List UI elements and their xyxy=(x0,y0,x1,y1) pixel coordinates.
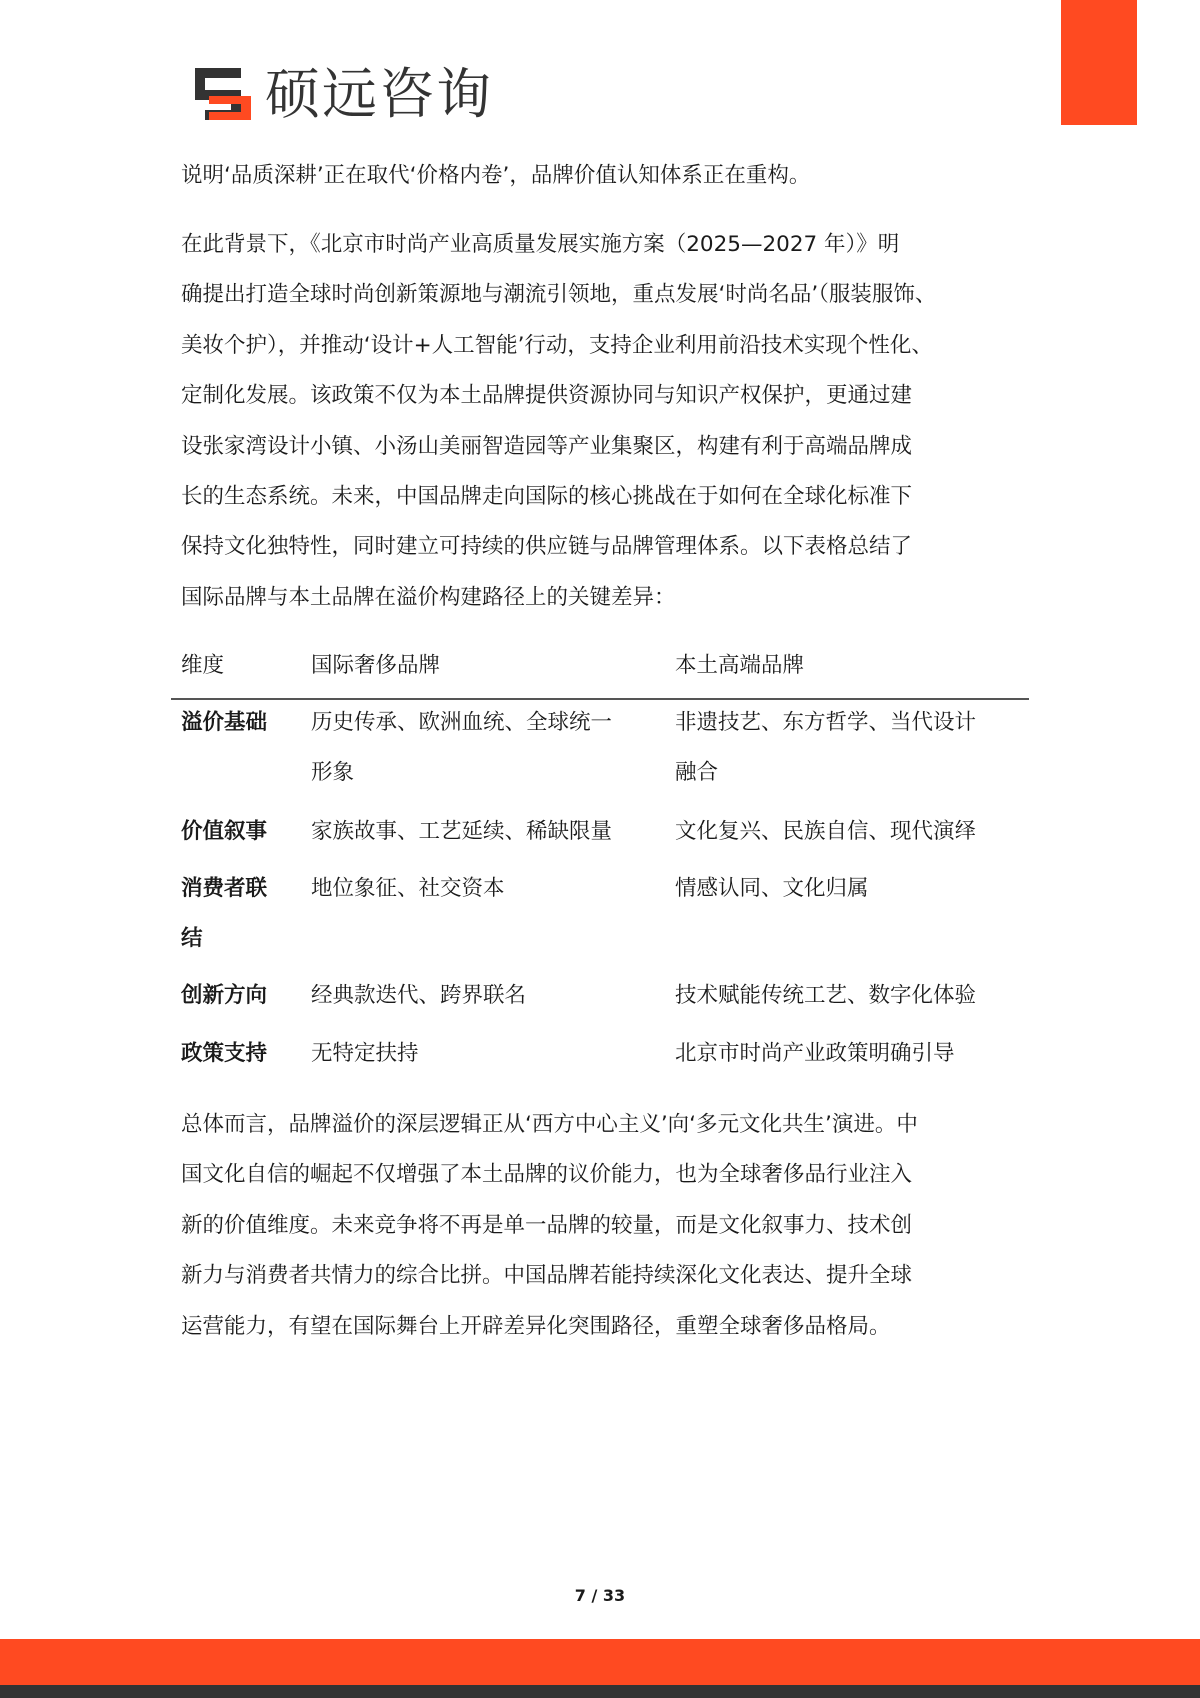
logo-mark-icon xyxy=(195,68,251,120)
table-cell: 溢价基础 xyxy=(181,710,268,735)
table-cell: 形象 xyxy=(311,760,355,785)
table-cell: 价值叙事 xyxy=(181,819,268,844)
paragraph-line: 设张家湾设计小镇、小汤山美丽智造园等产业集聚区，构建有利于高端品牌成 xyxy=(181,433,913,459)
table-cell: 无特定扶持 xyxy=(311,1041,419,1066)
paragraph-line: 说明‘品质深耕’正在取代‘价格内卷’，品牌价值认知体系正在重构。 xyxy=(181,163,811,188)
table-header-cell: 国际奢侈品牌 xyxy=(311,653,441,678)
logo-text: 硕远咨询 xyxy=(265,62,494,126)
paragraph-line: 国文化自信的崛起不仅增强了本土品牌的议价能力，也为全球奢侈品行业注入 xyxy=(181,1162,913,1188)
paragraph-line: 确提出打造全球时尚创新策源地与潮流引领地，重点发展‘时尚名品’（服装服饰、 xyxy=(181,282,937,308)
table-cell: 非遗技艺、东方哲学、当代设计 xyxy=(675,710,977,735)
table-cell: 政策支持 xyxy=(181,1041,268,1066)
table-cell: 家族故事、工艺延续、稀缺限量 xyxy=(311,819,613,844)
table-cell: 地位象征、社交资本 xyxy=(311,876,505,901)
table-cell: 经典款迭代、跨界联名 xyxy=(311,983,527,1008)
paragraph-line: 美妆个护），并推动‘设计+人工智能’行动，支持企业利用前沿技术实现个性化、 xyxy=(181,332,933,358)
table-cell: 技术赋能传统工艺、数字化体验 xyxy=(675,983,977,1008)
logo xyxy=(195,64,493,124)
paragraph-line: 保持文化独特性，同时建立可持续的供应链与品牌管理体系。以下表格总结了 xyxy=(181,534,913,560)
paragraph-line: 国际品牌与本土品牌在溢价构建路径上的关键差异： xyxy=(181,584,676,610)
table-header-cell: 维度 xyxy=(181,653,225,678)
paragraph-line: 长的生态系统。未来，中国品牌走向国际的核心挑战在于如何在全球化标准下 xyxy=(181,484,913,509)
paragraph-line: 运营能力，有望在国际舞台上开辟差异化突围路径，重塑全球奢侈品格局。 xyxy=(181,1313,891,1339)
paragraph-line: 在此背景下，《北京市时尚产业高质量发展实施方案（2025—2027 年）》明 xyxy=(181,232,900,257)
table-cell: 融合 xyxy=(675,760,719,785)
table-cell: 结 xyxy=(181,926,203,951)
footer-bar-dark xyxy=(0,1685,1200,1698)
table-cell: 文化复兴、民族自信、现代演绎 xyxy=(675,819,977,844)
table-header-rule xyxy=(171,698,1029,700)
table-cell: 情感认同、文化归属 xyxy=(675,876,869,901)
paragraph-line: 总体而言，品牌溢价的深层逻辑正从‘西方中心主义’向‘多元文化共生’演进。中 xyxy=(181,1112,918,1137)
paragraph-line: 新力与消费者共情力的综合比拼。中国品牌若能持续深化文化表达、提升全球 xyxy=(181,1263,913,1289)
page-number: 7 / 33 xyxy=(574,1586,626,1605)
table-cell: 创新方向 xyxy=(181,983,268,1008)
table-cell: 消费者联 xyxy=(181,876,268,901)
paragraph-line: 新的价值维度。未来竞争将不再是单一品牌的较量，而是文化叙事力、技术创 xyxy=(181,1212,913,1238)
table-cell: 历史传承、欧洲血统、全球统一 xyxy=(311,710,613,735)
paragraph-line: 定制化发展。该政策不仅为本土品牌提供资源协同与知识产权保护，更通过建 xyxy=(181,383,913,409)
table-cell: 北京市时尚产业政策明确引导 xyxy=(675,1041,955,1066)
corner-accent xyxy=(1061,0,1137,125)
footer-bar xyxy=(0,1639,1200,1685)
table-header-cell: 本土高端品牌 xyxy=(675,653,805,678)
